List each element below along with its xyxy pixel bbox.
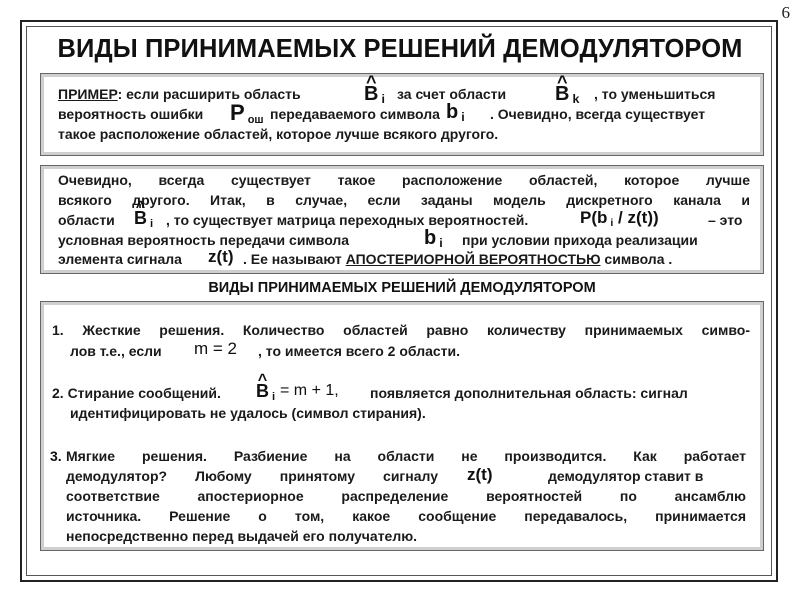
example-label: ПРИМЕР: [58, 86, 118, 102]
item-3-line-5: непосредственно перед выдачей его получателю.: [66, 528, 418, 544]
page-number: 6: [781, 3, 790, 22]
example-text-2a: вероятность ошибки: [58, 106, 204, 122]
para2-text-3a: области: [58, 212, 115, 228]
section-subtitle: ВИДЫ ПРИНИМАЕМЫХ РЕШЕНИЙ ДЕМОДУЛЯТОРОМ: [208, 280, 596, 296]
symbol-b-hat-k: ^ B $_k$: [555, 83, 579, 106]
para2-text-5a: элемента сигнала: [58, 251, 182, 267]
example-text-3: такое расположение областей, которое лучше всякого другого.: [58, 126, 499, 142]
symbol-eq-m-plus-1: = m + 1,: [280, 382, 339, 399]
symbol-p-osh: P $_{ош}$: [230, 100, 264, 126]
symbol-m-eq-2: m = 2: [194, 339, 237, 358]
example-text-2c: . Очевидно, всегда существует: [490, 106, 706, 122]
example-text-2b: передаваемого символа: [270, 106, 440, 122]
para2-line-2: всякого другого. Итак, в случае, если заданы модель дискретного канала и: [58, 192, 750, 208]
item-1-text-2a: лов т.е., если: [70, 343, 162, 359]
symbol-z-t: z(t): [208, 247, 234, 266]
para2-text-5b: . Ее называют АПОСТЕРИОРНОЙ ВЕРОЯТНОСТЬЮ символа .: [243, 251, 673, 267]
symbol-b-hat-i: ^ B $_i$: [364, 83, 385, 106]
symbol-b-i: b $_i$: [446, 101, 465, 125]
para2-text-4a: условная вероятность передачи символа: [58, 232, 350, 248]
example-line-1: [58, 86, 301, 102]
para2-text-3b: , то существует матрица переходных вероятностей.: [166, 212, 529, 228]
item-3-line-3: соответствие апостериорное распределение вероятностей по ансамблю: [66, 488, 746, 504]
symbol-conditional-probability: P(b $_i$ / z(t)): [580, 208, 659, 229]
para2-text-3c: – это: [708, 212, 743, 228]
item-3-line-1: Мягкие решения. Разбиение на области не производится. Как работает: [66, 448, 746, 464]
item-1-line-1: 1. Жесткие решения. Количество областей равно количеству принимаемых симво-: [52, 322, 750, 338]
item-2-line-2: идентифицировать не удалось (символ стирания).: [70, 405, 426, 421]
page-title: ВИДЫ ПРИНИМАЕМЫХ РЕШЕНИЙ ДЕМОДУЛЯТОРОМ: [57, 35, 743, 63]
item-2-text-a: 2. Стирание сообщений.: [52, 385, 221, 401]
para2-line-1: Очевидно, всегда существует такое расположение областей, которое лучше: [58, 172, 750, 188]
symbol-z-t-2: z(t): [467, 465, 493, 484]
symbol-b-hat-i-2: ^ B $_i$: [134, 208, 153, 230]
example-text-1b: за счет области: [397, 86, 507, 102]
item-3-line-4: источника. Решение о том, какое сообщение передавалось, принимается: [66, 508, 746, 524]
item-3-text-2a: демодулятор? Любому принятому сигналу: [66, 468, 438, 484]
example-text-1a: : если расширить область: [117, 86, 301, 102]
item-2-text-b: появляется дополнительная область: сигнал: [370, 385, 688, 401]
item-3-number: 3.: [50, 448, 62, 464]
symbol-b-hat-i-3: ^ B $_i$: [256, 381, 275, 403]
para2-text-4b: при условии прихода реализации: [462, 232, 698, 248]
item-1-text-2b: , то имеется всего 2 области.: [258, 343, 461, 359]
symbol-b-i-2: b $_i$: [424, 227, 443, 251]
example-text-1c: , то уменьшиться: [594, 86, 716, 102]
item-3-text-2b: демодулятор ставит в: [548, 468, 704, 484]
